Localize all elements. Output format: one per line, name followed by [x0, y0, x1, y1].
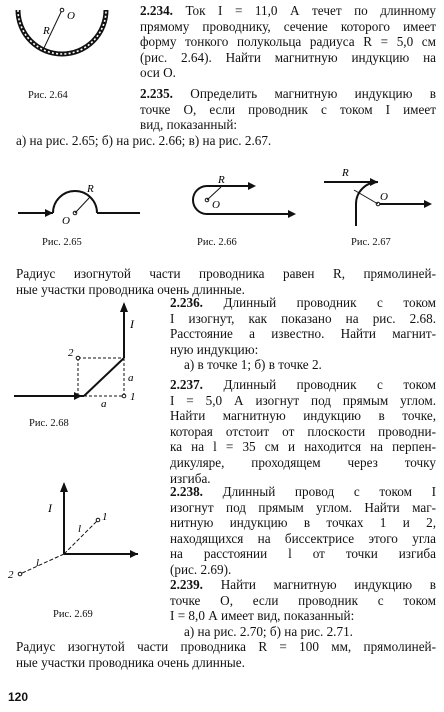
svg-text:a: a — [101, 398, 107, 410]
problem-number: 2.236. — [170, 295, 203, 310]
note-radius-2: Радиус изогнутой части проводника R = 100 мм, прямолиней- ные участки проводника очень длинные. — [16, 639, 436, 670]
note-radius-1: Радиус изогнутой части проводника равен R, прямолиней- ные участки проводника очень длинные. — [16, 266, 436, 297]
figure-2-66 — [170, 172, 300, 232]
figure-2-67 — [316, 160, 440, 232]
svg-text:O: O — [212, 199, 220, 211]
svg-text:R: R — [342, 167, 349, 179]
svg-text:O: O — [380, 191, 388, 203]
problem-2-237: 2.237. Длинный проводник с током I = 5,0 А изогнут под прямым углом. Найти магнитную индукцию в точке, которая отстоит от плоскости проводни- ка на l = 35 см и находится на перпен- дикуляре, проходящем через точку изгиба. — [170, 377, 437, 486]
problem-number: 2.238. — [170, 484, 203, 499]
svg-text:2: 2 — [8, 569, 14, 580]
problem-2-235: 2.235. Определить магнитную индукцию в точке O, если проводник с током I имеет вид, показанный: — [140, 86, 437, 133]
svg-text:R: R — [87, 183, 94, 195]
problem-2-235-options: а) на рис. 2.65; б) на рис. 2.66; в) на рис. 2.67. — [16, 133, 272, 148]
svg-text:1: 1 — [102, 511, 108, 523]
problem-number: 2.239. — [170, 577, 203, 592]
problem-number: 2.234. — [140, 3, 173, 18]
problem-2-234: 2.234. Ток I = 11,0 А течет по длинному прямому проводнику, сечение которого имеет форму тонкого полукольца радиуса R = 5,0 см (рис. 2.64). Найти магнитную индукцию на оси O. — [140, 3, 437, 81]
point-o-label: O — [67, 10, 75, 22]
caption-2-66: Рис. 2.66 — [197, 237, 237, 248]
problem-2-239: 2.239. Найти магнитную индукцию в точке O, если проводник с током I = 8,0 А имеет вид, показанный: а) на рис. 2.70; б) на рис. 2.71. — [170, 577, 437, 639]
problem-number: 2.237. — [170, 377, 203, 392]
svg-text:O: O — [62, 215, 70, 227]
caption-2-67: Рис. 2.67 — [351, 237, 391, 248]
figure-2-64 — [14, 4, 114, 78]
radius-label: R — [43, 25, 50, 37]
caption-2-64: Рис. 2.64 — [28, 90, 68, 101]
svg-text:2: 2 — [68, 347, 74, 359]
problem-2-238: 2.238. Длинный провод с током I изогнут под прямым углом. Найти маг- нитную индукцию в точках 1 и 2, находящихся на биссектрисе этого угла на расстоянии l от точки изгиба (рис. 2.69). — [170, 484, 436, 577]
page-number: 120 — [8, 690, 29, 704]
caption-2-65: Рис. 2.65 — [42, 237, 82, 248]
caption-2-69: Рис. 2.69 — [53, 609, 93, 620]
problem-2-236: 2.236. Длинный проводник с током I изогнут, как показано на рис. 2.68. Расстояние a известно. Найти магнит- ную индукцию: а) в точке 1; б) в точке 2. — [170, 295, 437, 373]
caption-2-68: Рис. 2.68 — [29, 418, 69, 429]
svg-text:a: a — [128, 372, 134, 384]
svg-text:I: I — [130, 317, 134, 331]
figure-2-68 — [8, 300, 153, 410]
svg-text:1: 1 — [130, 391, 136, 403]
svg-text:l: l — [36, 557, 40, 569]
svg-text:l: l — [78, 523, 82, 535]
figure-2-65 — [14, 172, 146, 232]
svg-text:I: I — [48, 501, 52, 515]
problem-number: 2.235. — [140, 86, 173, 101]
svg-text:R: R — [218, 174, 225, 186]
figure-2-69 — [6, 480, 156, 580]
